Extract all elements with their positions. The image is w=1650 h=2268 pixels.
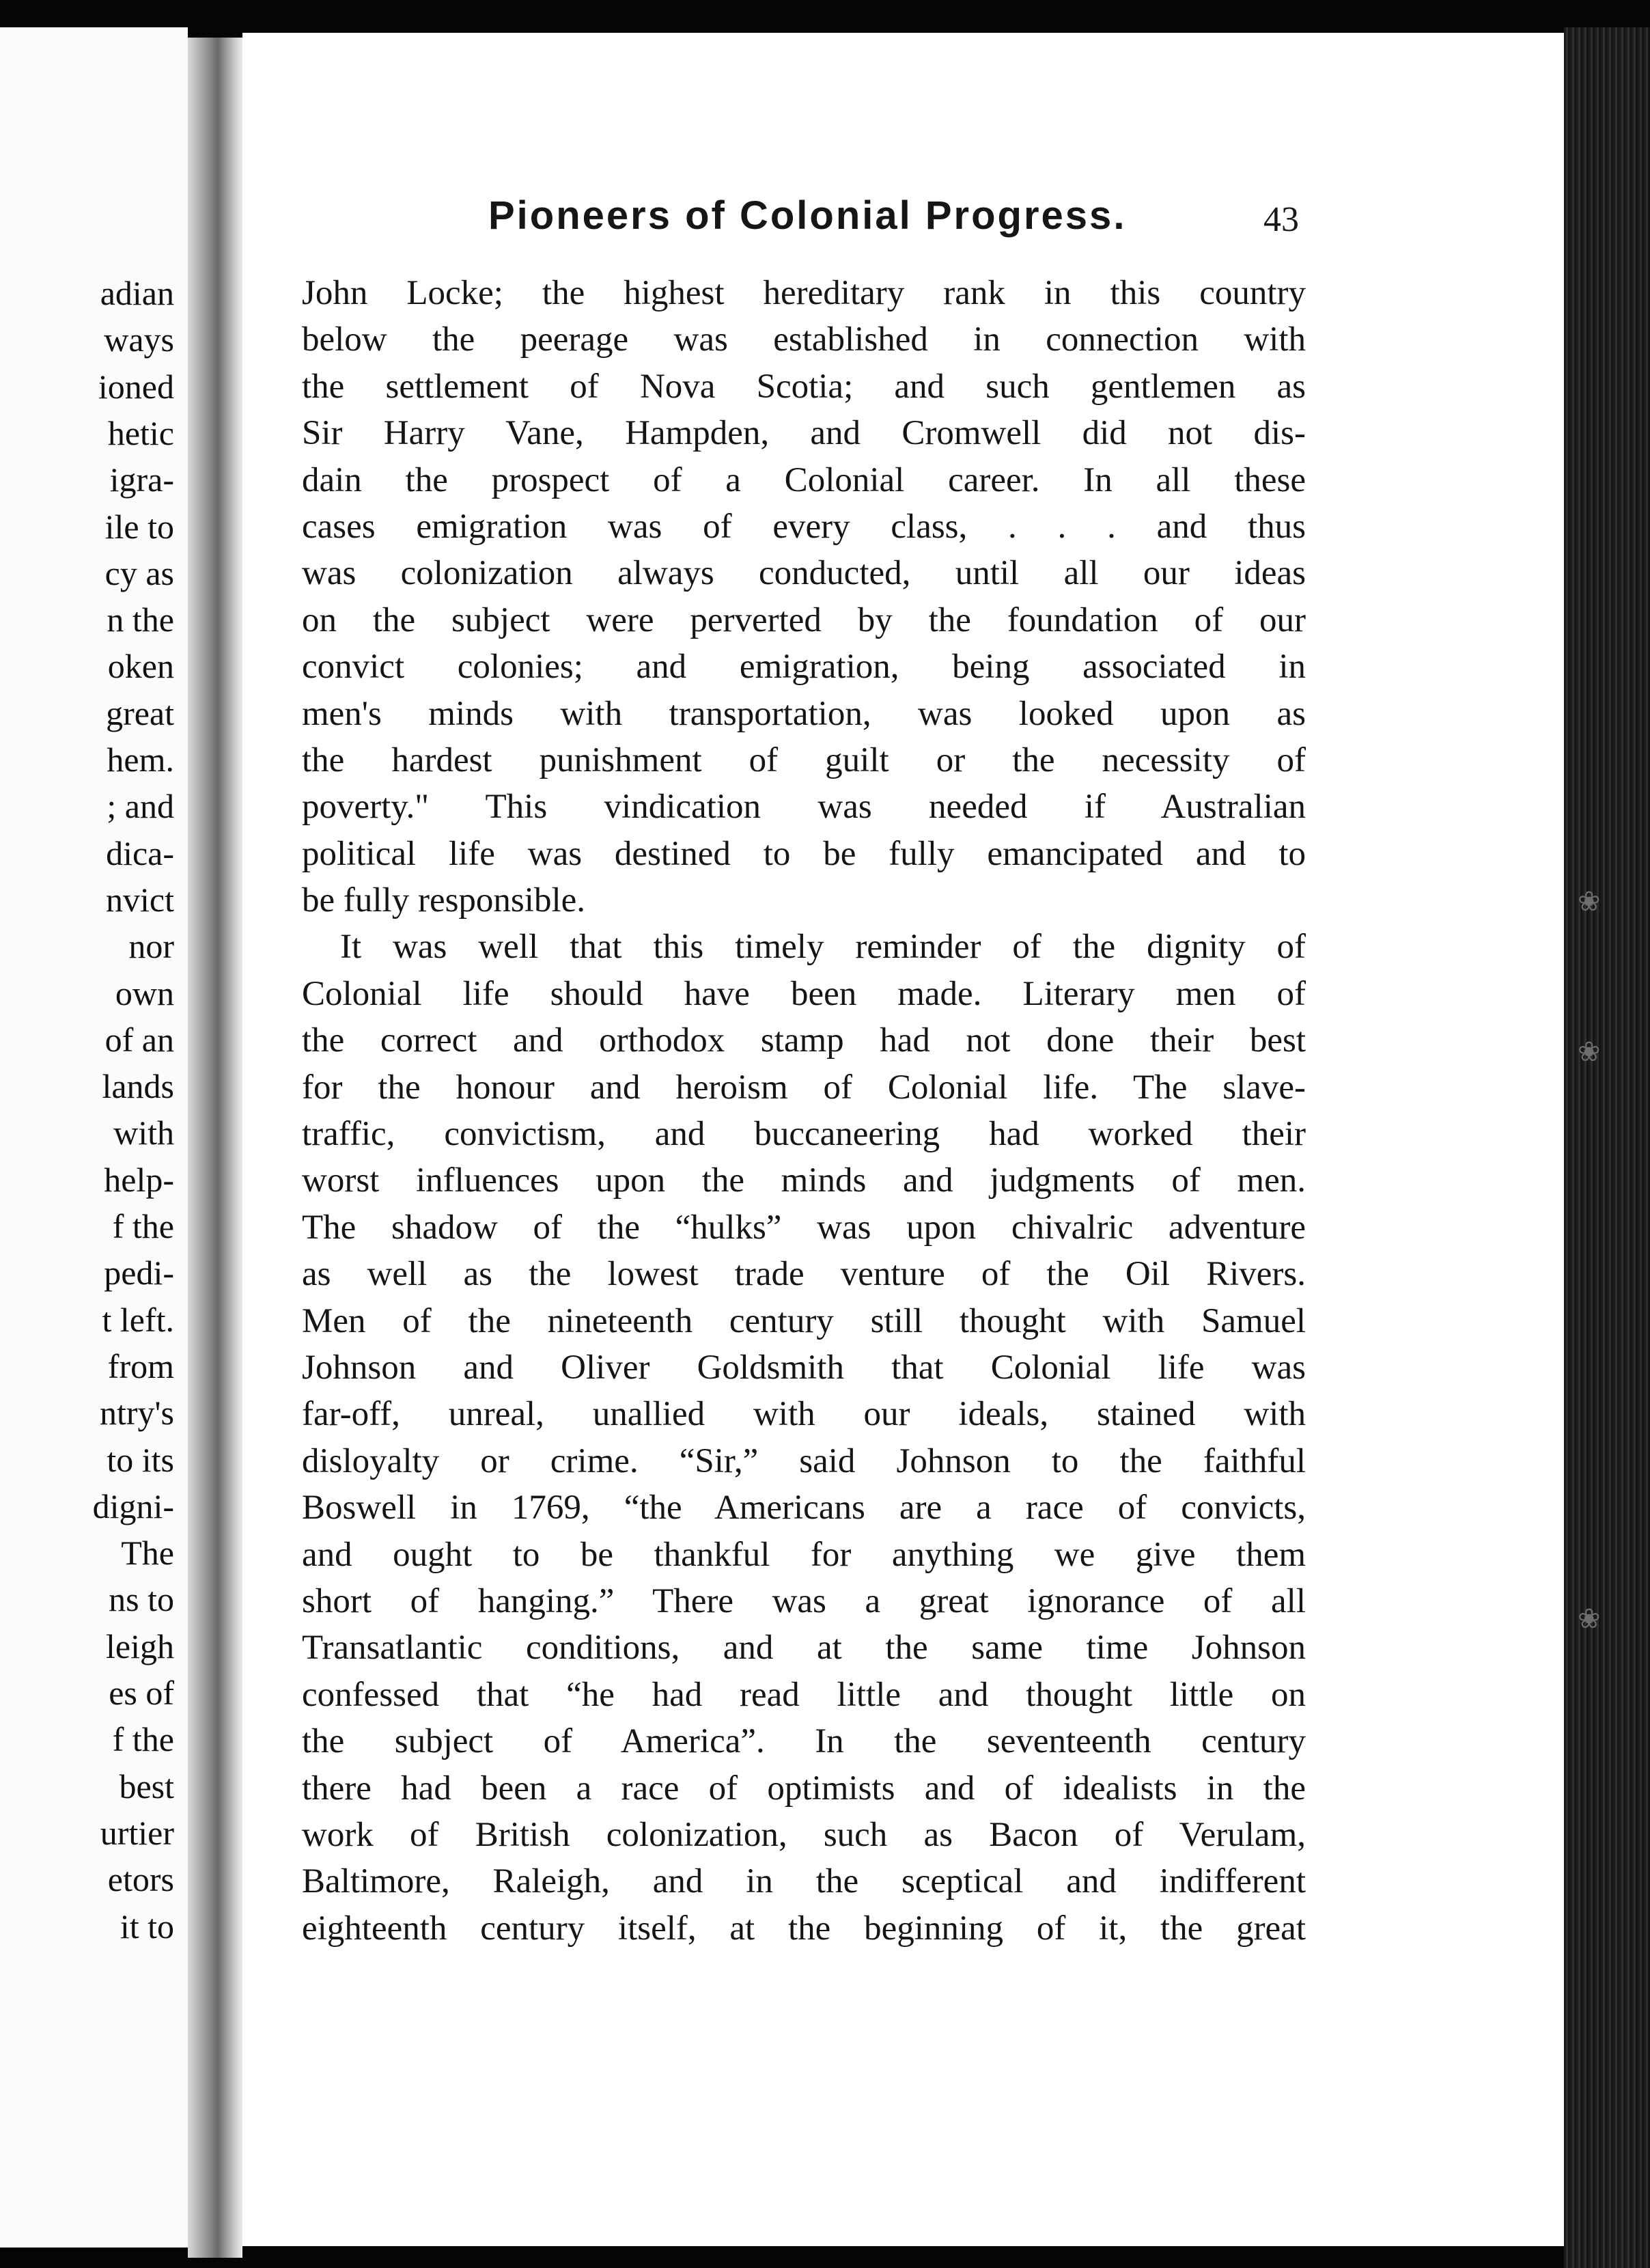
- text-line: worst influences upon the minds and judgments of men.: [302, 1161, 1306, 1200]
- text-line: It was well that this timely reminder of the dignity of: [340, 928, 1306, 967]
- left-page-line-fragment: pedi-: [104, 1254, 174, 1292]
- left-page-line-fragment: t left.: [102, 1300, 174, 1339]
- fore-edge-ornament: ❀: [1578, 1036, 1601, 1067]
- left-page-line-fragment: own: [115, 973, 174, 1012]
- page-gutter-shadow: [188, 38, 242, 2258]
- left-page-line-fragment: The: [121, 1534, 174, 1573]
- fore-edge-ornament: ❀: [1578, 886, 1601, 917]
- left-page-line-fragment: from: [107, 1346, 174, 1385]
- page-number: 43: [1263, 200, 1299, 239]
- text-line: Colonial life should have been made. Literary men of: [302, 974, 1306, 1013]
- text-line: Men of the nineteenth century still thought with Samuel: [302, 1301, 1306, 1340]
- left-page-line-fragment: with: [113, 1114, 174, 1152]
- left-page-line-fragment: hem.: [107, 741, 174, 779]
- text-line: Boswell in 1769, “the Americans are a race of convicts,: [302, 1489, 1306, 1527]
- text-line: confessed that “he had read little and thought little on: [302, 1675, 1306, 1714]
- text-line: as well as the lowest trade venture of the Oil Rivers.: [302, 1255, 1306, 1294]
- text-line: The shadow of the “hulks” was upon chivalric adventure: [302, 1208, 1306, 1247]
- paragraph: [302, 924, 1306, 1952]
- left-page-line-fragment: nor: [128, 927, 174, 966]
- text-line: convict colonies; and emigration, being associated in: [302, 648, 1306, 687]
- text-line: dain the prospect of a Colonial career. In all these: [302, 460, 1306, 499]
- running-head: Pioneers of Colonial Progress.: [488, 193, 1127, 238]
- left-page-line-fragment: etors: [107, 1860, 174, 1899]
- left-page-line-fragment: f the: [112, 1720, 174, 1759]
- text-line: disloyalty or crime. “Sir,” said Johnson to the faithful: [302, 1441, 1306, 1480]
- left-page-line-fragment: leigh: [106, 1627, 174, 1665]
- text-line: be fully responsible.: [302, 881, 585, 920]
- left-page-line-fragment: n the: [107, 600, 174, 639]
- body-text: [302, 270, 1306, 1952]
- left-page-line-fragment: it to: [120, 1907, 174, 1946]
- text-line: Sir Harry Vane, Hampden, and Cromwell did not dis-: [302, 414, 1306, 453]
- text-line: John Locke; the highest hereditary rank in this country: [302, 274, 1306, 312]
- text-line: on the subject were perverted by the foundation of our: [302, 600, 1306, 639]
- text-line: for the honour and heroism of Colonial life. The slave-: [302, 1068, 1306, 1107]
- left-page-line-fragment: ways: [104, 320, 174, 359]
- left-page-line-fragment: adian: [100, 274, 174, 312]
- text-line: the correct and orthodox stamp had not done their best: [302, 1021, 1306, 1060]
- text-line: was colonization always conducted, until all our ideas: [302, 554, 1306, 593]
- text-line: below the peerage was established in connection with: [302, 320, 1306, 359]
- left-page-line-fragment: hetic: [107, 413, 174, 452]
- text-line: the settlement of Nova Scotia; and such gentlemen as: [302, 367, 1306, 406]
- text-line: eighteenth century itself, at the beginning of it, the great: [302, 1909, 1306, 1948]
- text-line: the hardest punishment of guilt or the necessity of: [302, 741, 1306, 779]
- text-line: the subject of America”. In the seventeenth century: [302, 1722, 1306, 1761]
- text-line: poverty." This vindication was needed if Australian: [302, 788, 1306, 827]
- left-page-line-fragment: igra-: [109, 460, 174, 499]
- left-facing-page: [0, 27, 188, 2248]
- left-page-line-fragment: help-: [104, 1160, 174, 1199]
- left-page-line-fragment: dica-: [106, 833, 174, 872]
- left-page-line-fragment: best: [119, 1767, 174, 1806]
- left-page-line-fragment: f the: [112, 1207, 174, 1245]
- left-page-line-fragment: es of: [109, 1674, 174, 1712]
- left-page-line-fragment: nvict: [106, 880, 174, 919]
- text-line: there had been a race of optimists and of idealists in the: [302, 1769, 1306, 1808]
- book-fore-edge: [1564, 27, 1650, 2268]
- left-page-line-fragment: cy as: [104, 553, 174, 592]
- left-page-line-fragment: to its: [107, 1440, 174, 1479]
- left-page-line-fragment: urtier: [100, 1813, 174, 1852]
- left-page-line-fragment: ; and: [107, 787, 174, 826]
- fore-edge-ornament: ❀: [1578, 1603, 1601, 1634]
- left-page-line-fragment: ntry's: [99, 1394, 174, 1433]
- left-page-line-fragment: great: [106, 693, 174, 732]
- left-page-line-fragment: ioned: [98, 367, 174, 406]
- text-line: political life was destined to be fully emancipated and to: [302, 834, 1306, 873]
- text-line: traffic, convictism, and buccaneering had worked their: [302, 1115, 1306, 1154]
- left-page-line-fragment: of an: [104, 1020, 174, 1059]
- left-page-line-fragment: lands: [102, 1067, 174, 1106]
- text-line: cases emigration was of every class, . . . and thus: [302, 507, 1306, 546]
- text-line: short of hanging.” There was a great ignorance of all: [302, 1581, 1306, 1620]
- text-line: far-off, unreal, unallied with our ideals, stained with: [302, 1395, 1306, 1434]
- text-line: Johnson and Oliver Goldsmith that Colonial life was: [302, 1348, 1306, 1387]
- left-page-line-fragment: ile to: [104, 507, 174, 546]
- text-line: Transatlantic conditions, and at the same time Johnson: [302, 1629, 1306, 1668]
- left-page-line-fragment: digni-: [92, 1486, 174, 1525]
- text-line: work of British colonization, such as Bacon of Verulam,: [302, 1815, 1306, 1854]
- paragraph: [302, 270, 1306, 924]
- text-line: Baltimore, Raleigh, and in the sceptical and indifferent: [302, 1862, 1306, 1901]
- left-page-line-fragment: oken: [107, 647, 174, 686]
- text-line: and ought to be thankful for anything we give them: [302, 1535, 1306, 1574]
- left-page-line-fragment: ns to: [109, 1580, 174, 1619]
- text-line: men's minds with transportation, was looked upon as: [302, 694, 1306, 733]
